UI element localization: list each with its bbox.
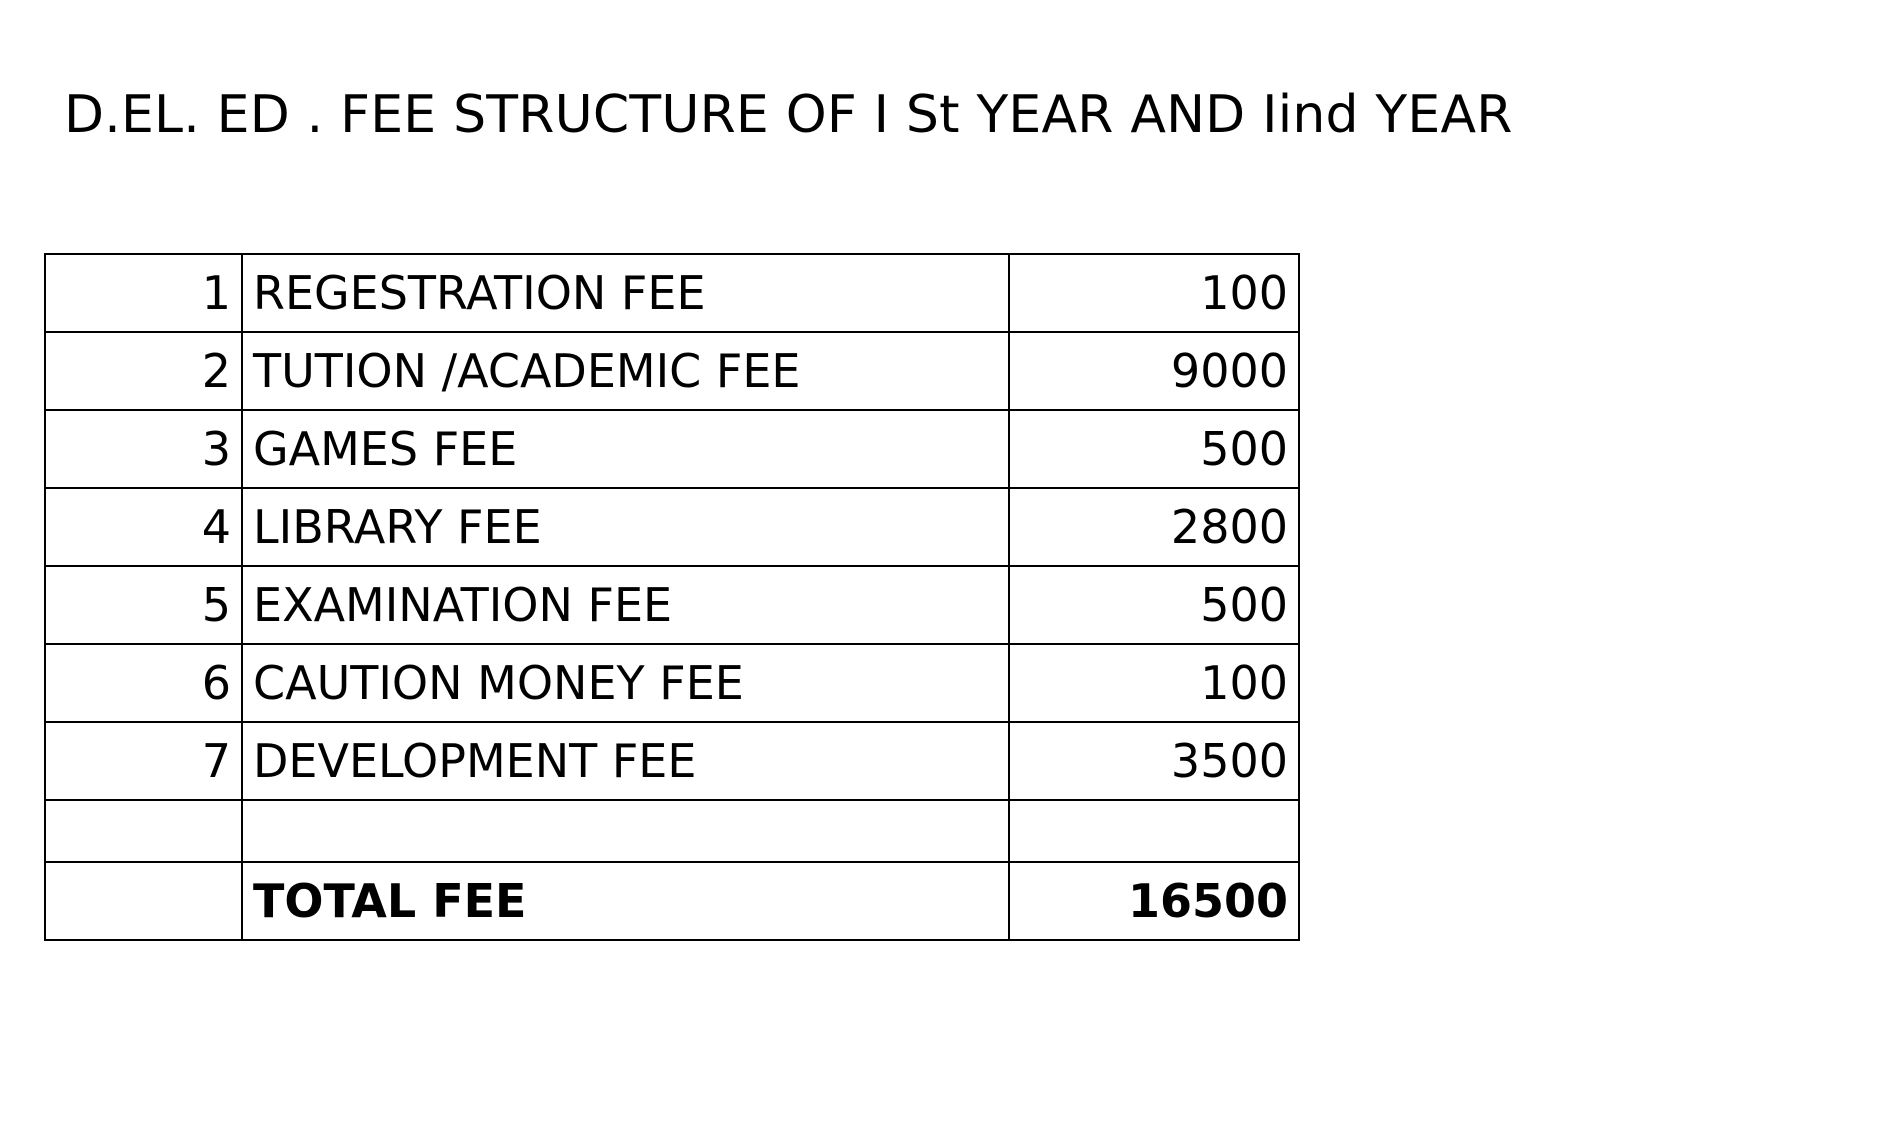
table-row	[45, 566, 1299, 644]
row-amount: 500	[1009, 566, 1299, 644]
row-label: REGESTRATION FEE	[242, 254, 1009, 332]
row-amount: 100	[1009, 644, 1299, 722]
total-amount: 16500	[1009, 862, 1299, 940]
row-number: 1	[45, 254, 242, 332]
table-row	[45, 488, 1299, 566]
page-title: D.EL. ED . FEE STRUCTURE OF I St YEAR AND Iind YEAR	[64, 85, 1513, 145]
row-number: 6	[45, 644, 242, 722]
table-row	[45, 722, 1299, 800]
fee-structure-table	[44, 253, 1300, 941]
row-label: LIBRARY FEE	[242, 488, 1009, 566]
row-label: CAUTION MONEY FEE	[242, 644, 1009, 722]
row-number: 2	[45, 332, 242, 410]
row-amount: 100	[1009, 254, 1299, 332]
total-label: TOTAL FEE	[242, 862, 1009, 940]
row-label: GAMES FEE	[242, 410, 1009, 488]
total-row-number	[45, 862, 242, 940]
row-number: 5	[45, 566, 242, 644]
table-row-blank	[45, 800, 1299, 862]
row-number: 7	[45, 722, 242, 800]
table-row	[45, 254, 1299, 332]
row-amount: 2800	[1009, 488, 1299, 566]
row-number: 4	[45, 488, 242, 566]
row-amount: 9000	[1009, 332, 1299, 410]
table-row	[45, 644, 1299, 722]
row-amount	[1009, 800, 1299, 862]
row-label: DEVELOPMENT FEE	[242, 722, 1009, 800]
row-amount: 500	[1009, 410, 1299, 488]
row-number: 3	[45, 410, 242, 488]
row-amount: 3500	[1009, 722, 1299, 800]
row-number	[45, 800, 242, 862]
table-body	[45, 254, 1299, 940]
table-row	[45, 332, 1299, 410]
row-label	[242, 800, 1009, 862]
row-label: TUTION /ACADEMIC FEE	[242, 332, 1009, 410]
row-label: EXAMINATION FEE	[242, 566, 1009, 644]
table-row-total	[45, 862, 1299, 940]
table-row	[45, 410, 1299, 488]
